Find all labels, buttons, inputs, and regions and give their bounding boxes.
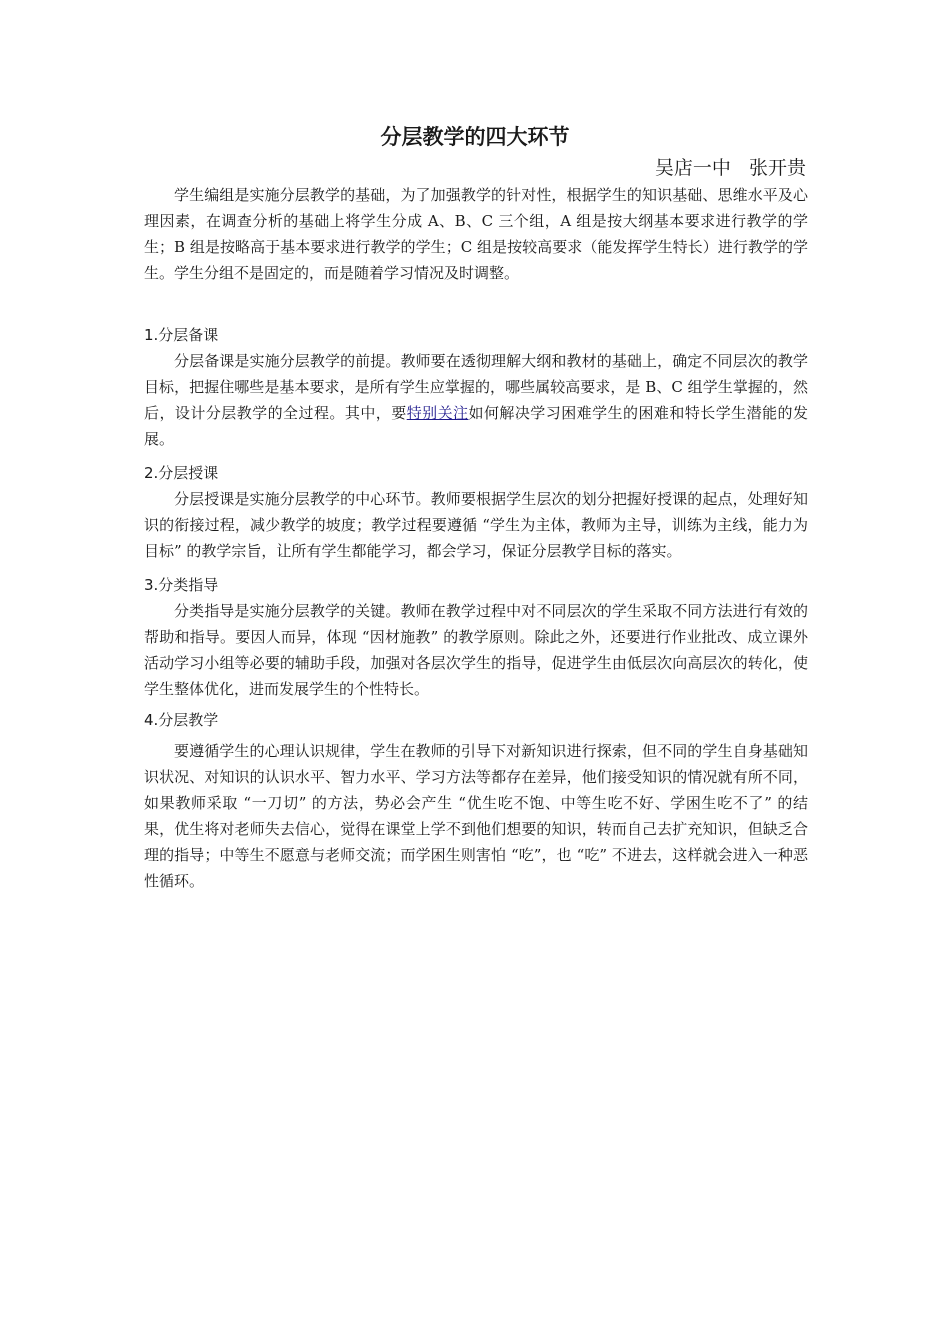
special-attention-link[interactable]: 特别关注 xyxy=(406,404,469,422)
section-3-heading: 3.分类指导 xyxy=(144,576,219,594)
section-4-paragraph: 要遵循学生的心理认识规律，学生在教师的引导下对新知识进行探索，但不同的学生自身基础知识状况、对知识的认识水平、智力水平、学习方法等都存在差异，他们接受知识的情况就有所不同，如果教师采取 “一刀切” 的方法，势必会产生 “优生吃不饱、中等生吃不好、学困生吃不了” 的结果，优生将对老师失去信心，觉得在课堂上学不到他们想要的知识，转而自己去扩充知识，但缺乏合理的指导；中等生不愿意与老师交流；而学困生则害怕 “吃”，也 “吃” 不进去，这样就会进入一种恶性循环。 xyxy=(144,742,808,890)
section-4-heading: 4.分层教学 xyxy=(144,711,219,729)
document-body xyxy=(144,182,808,894)
section-2-paragraph: 分层授课是实施分层教学的中心环节。教师要根据学生层次的划分把握好授课的起点，处理好知识的衔接过程，减少教学的坡度；教学过程要遵循 “学生为主体，教师为主导，训练为主线，能力为目标” 的教学宗旨，让所有学生都能学习，都会学习，保证分层教学目标的落实。 xyxy=(144,490,808,560)
document-author: 吴店一中 张开贵 xyxy=(654,157,806,179)
section-1-paragraph xyxy=(144,348,808,452)
section-1-text-after-link: 如何解决学习困难学生的困难和特长学生潜能的发展。 xyxy=(144,404,808,448)
document-title: 分层教学的四大环节 xyxy=(380,124,570,149)
section-1-heading: 1.分层备课 xyxy=(144,326,219,344)
section-2-heading: 2.分层授课 xyxy=(144,464,219,482)
section-3-paragraph: 分类指导是实施分层教学的关键。教师在教学过程中对不同层次的学生采取不同方法进行有效的帮助和指导。要因人而异，体现 “因材施教” 的教学原则。除此之外，还要进行作业批改、成立课外活动学习小组等必要的辅助手段，加强对各层次学生的指导，促进学生由低层次向高层次的转化，使学生整体优化，进而发展学生的个性特长。 xyxy=(144,602,808,698)
section-1-text-before-link: 分层备课是实施分层教学的前提。教师要在透彻理解大纲和教材的基础上，确定不同层次的教学目标，把握住哪些是基本要求，是所有学生应掌握的，哪些属较高要求，是 B、C 组学生掌握的，然后，设计分层教学的全过程。其中，要 xyxy=(144,352,808,422)
intro-paragraph: 学生编组是实施分层教学的基础，为了加强教学的针对性，根据学生的知识基础、思维水平及心理因素，在调查分析的基础上将学生分成 A、B、C 三个组，A 组是按大纲基本要求进行教学的学生；B 组是按略高于基本要求进行教学的学生；C 组是按较高要求（能发挥学生特长）进行教学的学生。学生分组不是固定的，而是随着学习情况及时调整。 xyxy=(144,186,808,282)
